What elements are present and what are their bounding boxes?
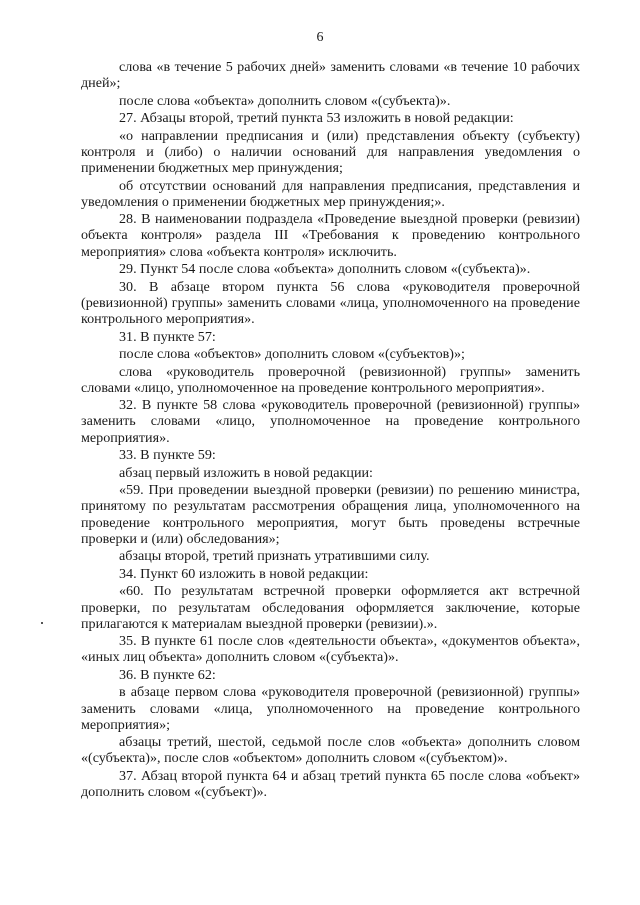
document-body bbox=[81, 59, 580, 800]
paragraph: 29. Пункт 54 после слова «объекта» дополнить словом «(субъекта)». bbox=[119, 261, 531, 278]
paragraph: об отсутствии оснований для направления предписания, представления и уведомления о применении бюджетных мер принуждения;». bbox=[81, 177, 580, 210]
paragraph: 27. Абзацы второй, третий пункта 53 изложить в новой редакции: bbox=[119, 110, 514, 127]
margin-mark bbox=[41, 622, 43, 624]
paragraph: слова «руководитель проверочной (ревизионной) группы» заменить словами «лицо, уполномоченное на проведение контрольного мероприятия». bbox=[81, 363, 580, 396]
paragraph: после слова «объекта» дополнить словом «(субъекта)». bbox=[119, 92, 451, 109]
paragraph: 31. В пункте 57: bbox=[119, 328, 216, 345]
paragraph: «59. При проведении выездной проверки (ревизии) по решению министра, принятому по результатам рассмотрения обращения лица, уполномоченного на проведение контрольного мероприятия, могут быть проведены встречные проверки и (или) обследования»; bbox=[81, 482, 580, 547]
paragraph: 34. Пункт 60 изложить в новой редакции: bbox=[119, 565, 369, 582]
paragraph: абзацы третий, шестой, седьмой после слов «объекта» дополнить словом «(субъекта)», после слов «объектом» дополнить словом «(субъектом)». bbox=[81, 734, 580, 767]
paragraph: 37. Абзац второй пункта 64 и абзац третий пункта 65 после слова «объект» дополнить словом «(субъект)». bbox=[81, 767, 580, 801]
paragraph: 33. В пункте 59: bbox=[119, 447, 216, 464]
paragraph: 36. В пункте 62: bbox=[119, 666, 216, 683]
paragraph: «о направлении предписания и (или) представления объекту (субъекту) контроля и (либо) о наличии оснований для направления уведомления о применении бюджетных мер принуждения; bbox=[81, 127, 580, 177]
paragraph: 28. В наименовании подраздела «Проведение выездной проверки (ревизии) объекта контроля» раздела III «Требования к проведению контрольного мероприятия» слова «объекта контроля» исключить. bbox=[81, 211, 580, 260]
paragraph: слова «в течение 5 рабочих дней» заменить словами «в течение 10 рабочих дней»; bbox=[81, 59, 580, 92]
page-number: 6 bbox=[316, 30, 324, 45]
paragraph: «60. По результатам встречной проверки оформляется акт встречной проверки, по результатам обследования оформляется заключение, которые прилагаются к материалам выездной проверки (ревизии).». bbox=[81, 583, 580, 632]
paragraph: 30. В абзаце втором пункта 56 слова «руководителя проверочной (ревизионной) группы» заменить словами «лица, уполномоченного на проведение контрольного мероприятия». bbox=[81, 278, 580, 327]
paragraph: абзац первый изложить в новой редакции: bbox=[119, 464, 373, 481]
paragraph: 32. В пункте 58 слова «руководитель проверочной (ревизионной) группы» заменить словами «лицо, уполномоченное на проведение контрольного мероприятия». bbox=[81, 397, 580, 446]
paragraph: в абзаце первом слова «руководителя проверочной (ревизионной) группы» заменить словами «лица, уполномоченного на проведение контрольного мероприятия»; bbox=[81, 684, 580, 733]
paragraph: абзацы второй, третий признать утратившими силу. bbox=[119, 548, 430, 565]
paragraph: 35. В пункте 61 после слов «деятельности объекта», «документов объекта», «иных лиц объекта» дополнить словом «(субъекта)». bbox=[81, 633, 580, 666]
paragraph: после слова «объектов» дополнить словом «(субъектов)»; bbox=[119, 346, 465, 363]
